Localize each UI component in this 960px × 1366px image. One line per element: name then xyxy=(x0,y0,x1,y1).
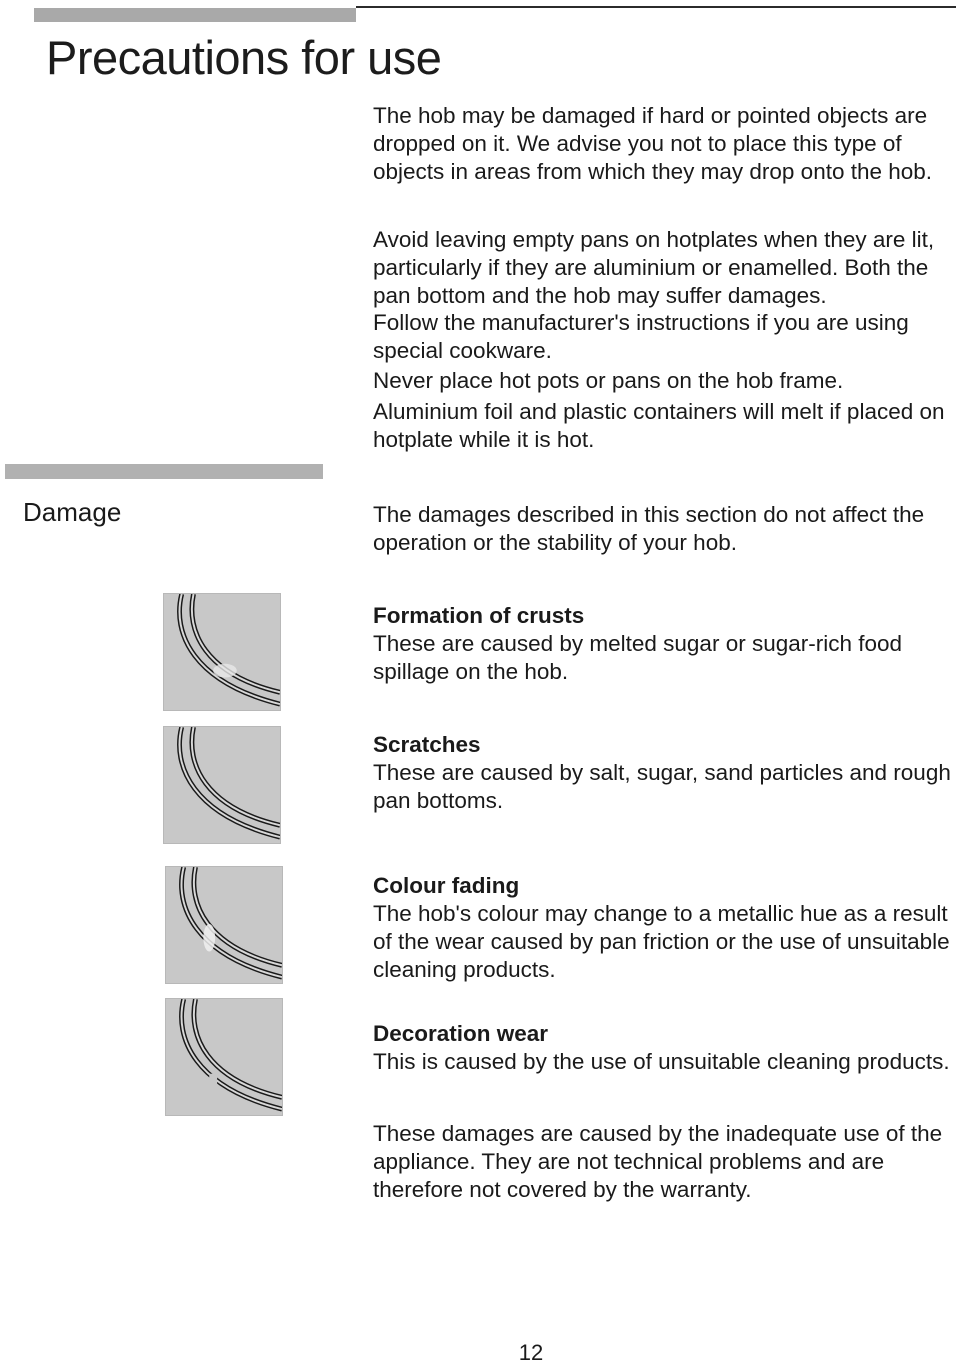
page-title: Precautions for use xyxy=(46,31,442,84)
precaution-paragraph: Avoid leaving empty pans on hotplates when they are lit, particularly if they are aluminium or enamelled. Both the pan bottom and the hob may suffer damages. xyxy=(373,227,935,308)
precaution-paragraph: Never place hot pots or pans on the hob frame. xyxy=(373,368,844,393)
section-divider-bar xyxy=(5,464,323,479)
damage-item-text: The hob's colour may change to a metallic hue as a result of the wear caused by pan friction or the use of unsuitable cleaning products. xyxy=(373,901,950,982)
precaution-paragraph: Aluminium foil and plastic containers will melt if placed on hotplate while it is hot. xyxy=(373,399,945,452)
section-label-damage: Damage xyxy=(23,497,122,527)
damage-item xyxy=(373,731,953,815)
header-bar xyxy=(34,8,356,22)
damage-item xyxy=(373,602,953,686)
damage-item-title: Formation of crusts xyxy=(373,603,585,628)
hob-ring-crust-icon xyxy=(163,593,281,711)
damage-item-text: These are caused by melted sugar or sugar-rich food spillage on the hob. xyxy=(373,631,903,684)
precaution-paragraph: Follow the manufacturer's instructions if you are using special cookware. xyxy=(373,310,909,363)
damage-item-title: Decoration wear xyxy=(373,1021,549,1046)
damage-intro: The damages described in this section do not affect the operation or the stability of your hob. xyxy=(373,502,925,555)
precaution-paragraph: The hob may be damaged if hard or pointed objects are dropped on it. We advise you not to place this type of objects in areas from which they may drop onto the hob. xyxy=(373,103,933,184)
damage-item-text: These are caused by salt, sugar, sand particles and rough pan bottoms. xyxy=(373,760,951,813)
header-rule xyxy=(356,6,956,8)
damage-item-title: Scratches xyxy=(373,732,481,757)
hob-ring-scratch-icon xyxy=(163,726,281,844)
damage-item-text: This is caused by the use of unsuitable cleaning products. xyxy=(373,1049,950,1074)
damage-item xyxy=(373,1020,953,1076)
hob-ring-fading-icon xyxy=(165,866,283,984)
damage-conclusion: These damages are caused by the inadequate use of the appliance. They are not technical problems and are therefore not covered by the warranty. xyxy=(373,1121,943,1202)
hob-ring-decoration-icon xyxy=(165,998,283,1116)
page-number: 12 xyxy=(518,1340,544,1365)
damage-item xyxy=(373,872,953,984)
damage-item-title: Colour fading xyxy=(373,873,520,898)
